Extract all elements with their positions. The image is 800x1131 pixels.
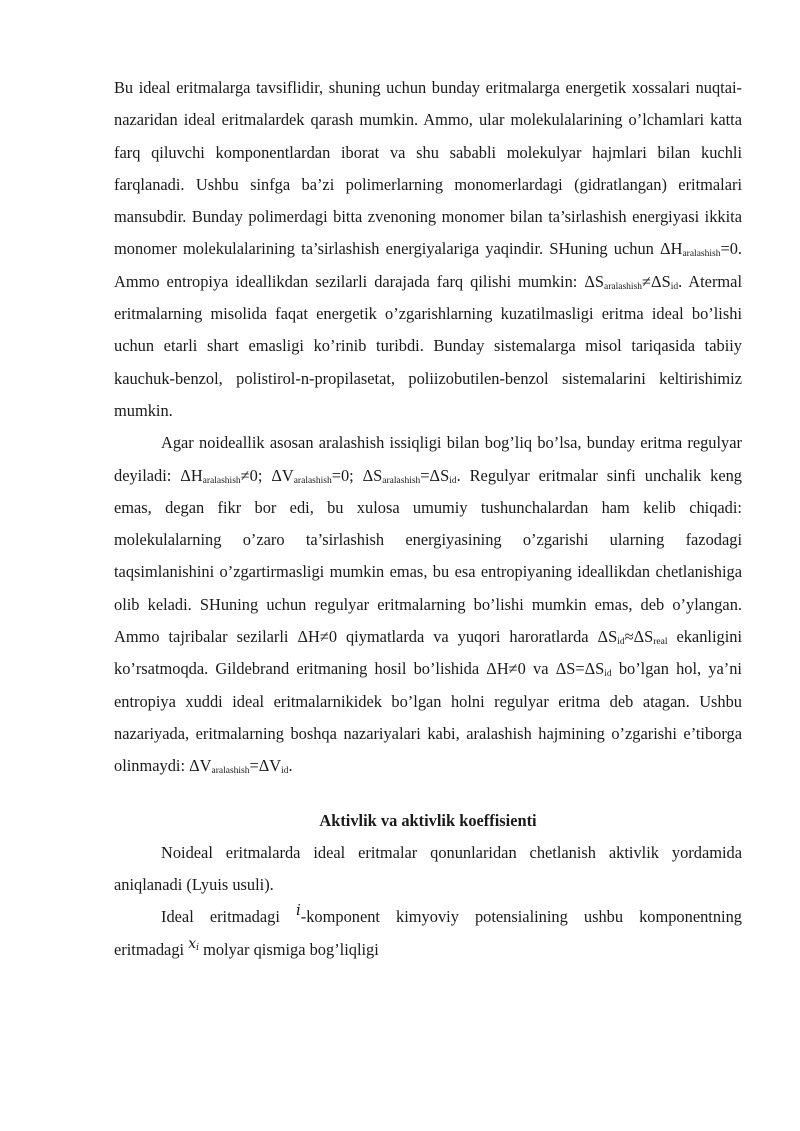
- section-heading: Aktivlik va aktivlik koeffisienti: [319, 810, 537, 830]
- paragraph-nonideal-activity: Noideal eritmalarda ideal eritmalar qonunlaridan chetlanish aktivlik yordamida aniqlanadi (Lyuis usuli).: [114, 842, 742, 895]
- paragraph-ideal-solutions: Bu ideal eritmalarga tavsiflidir, shuning uchun bunday eritmalarga energetik xossalari nuqtai-nazaridan ideal eritmalardek qarash mumkin. Ammo, ular molekulalarining o’lchamlari katta farq qiluvchi komponentlardan iborat va shu sababli molekulyar hajmlari bilan kuchli farqlanadi. Ushbu sinfga ba’zi polimerlarning monomerlardagi (gidratlangan) eritmalari mansubdir. Bunday polimerdagi bitta zvenoning monomer bilan ta’sirlashish energiyasi ikkita monomer molekulalarining ta’sirlashish energiyalariga yaqindir. SHuning uchun $\Delta H_{aralashish}=0$. Ammo entropiya ideallikdan sezilarli darajada farq qilishi mumkin: $\Delta S_{aralashish}\ne\Delta S_{id}$. Atermal eritmalarning misolida faqat energetik o’zgarishlarning kuzatilmasligi eritma ideal bo’lishi uchun etarli shart emasligi ko’rinib turibdi. Bunday sistemalarga misol tariqasida tabiiy kauchuk-benzol, polistirol-n-propilasetat, poliizobutilen-benzol sistemalarini keltirishimiz mumkin.: [114, 78, 742, 420]
- document-page: [114, 72, 742, 967]
- paragraph-regular-solutions: Agar noideallik asosan aralashish issiqligi bilan bog’liq bo’lsa, bunday eritma regulyar deyiladi: $\Delta H_{aralashish}\ne 0$; $\Delta V_{aralashish}=0$; $\Delta S_{aralashish}=\Delta S_{id}$. Regulyar eritmalar sinfi unchalik keng emas, degan fikr bor edi, bu xulosa umumiy tushunchalardan ham kelib chiqadi: molekulalarning o’zaro ta’sirlashish energiyasining o’zgarishi ularning fazodagi taqsimlanishini o’zgartirmasligi mumkin emas, bu esa entropiyaning ideallikdan chetlanishiga olib keladi. SHuning uchun regulyar eritmalarning bo’lishi mumkin emas, deb o’ylangan. Ammo tajribalar sezilarli ΔH≠0 qiymatlarda va yuqori haroratlarda $\Delta S_{id}\approx\Delta S_{real}$ ekanligini ko’rsatmoqda. Gildebrand eritmaning hosil bo’lishida ΔH≠0 va $\Delta S=\Delta S_{id}$ bo’lgan hol, ya’ni entropiya xuddi ideal eritmalarnikidek bo’lgan holni regulyar eritma deb atagan. Ushbu nazariyada, eritmalarning boshqa nazariyalari kabi, aralashish hajmining o’zgarishi e’tiborga olinmaydi: $\Delta V_{aralashish}=\Delta V_{id}$.: [114, 433, 742, 777]
- component-symbol-i: i: [295, 901, 301, 920]
- paragraph-chemical-potential: Ideal eritmadagi i-komponent kimyoviy potensialining ushbu komponentning eritmadagi $x_i$ molyar qismiga bog’liqligi: [114, 901, 742, 959]
- mole-fraction-symbol: $x_i$: [188, 935, 199, 953]
